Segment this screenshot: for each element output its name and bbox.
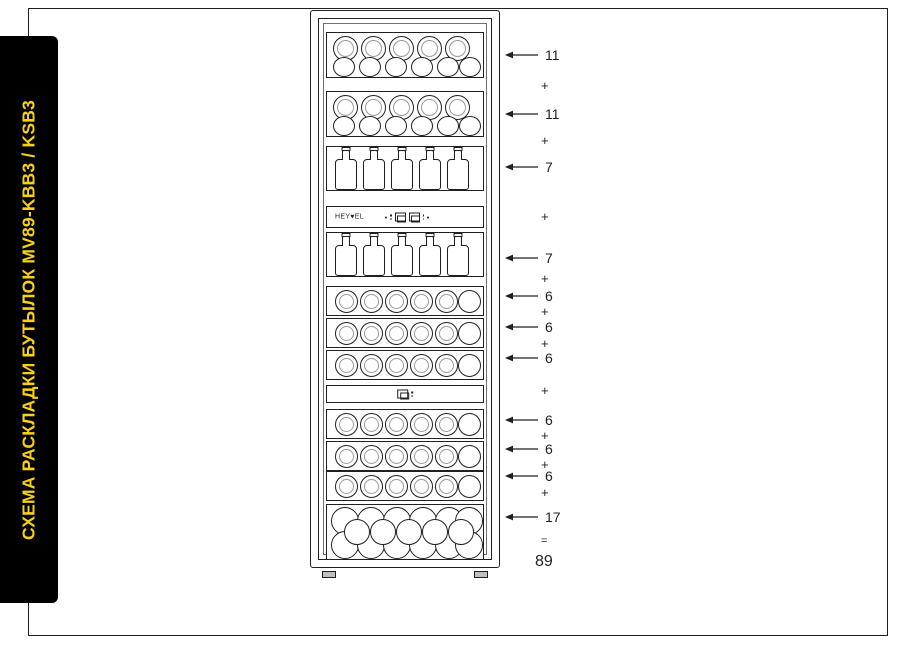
plus-2: + bbox=[541, 133, 549, 148]
plus-10: + bbox=[541, 485, 549, 500]
arrow-icon-10 bbox=[505, 471, 539, 481]
arrow-icon-8 bbox=[505, 415, 539, 425]
callout-9 bbox=[505, 441, 553, 457]
callout-4 bbox=[505, 250, 553, 266]
arrow-icon-5 bbox=[505, 291, 539, 301]
plus-5: + bbox=[541, 304, 549, 319]
plus-4: + bbox=[541, 271, 549, 286]
display-icon-mid[interactable] bbox=[397, 390, 408, 399]
title-text: СХЕМА РАСКЛАДКИ БУТЫЛОК MV89-KBB3 / KSB3 bbox=[18, 99, 39, 540]
callout-11 bbox=[505, 509, 561, 525]
indicator-dot-2 bbox=[427, 216, 429, 218]
bottle-side-5 bbox=[447, 159, 469, 190]
indicator-dot bbox=[385, 216, 387, 218]
cabinet-foot-right bbox=[474, 571, 488, 578]
cabinet-foot-left bbox=[322, 571, 336, 578]
shelf-row-1 bbox=[326, 32, 484, 78]
arrow-icon-1 bbox=[505, 50, 539, 60]
shelf-row-10 bbox=[326, 471, 484, 501]
callout-7 bbox=[505, 350, 553, 366]
equals-sign: = bbox=[541, 535, 549, 547]
bottle-side-4 bbox=[419, 159, 441, 190]
bottle-side-2 bbox=[363, 159, 385, 190]
callout-5 bbox=[505, 288, 553, 304]
plus-9: + bbox=[541, 457, 549, 472]
bottle-circles-shelf-8 bbox=[327, 410, 483, 438]
arrow-icon-9 bbox=[505, 444, 539, 454]
bottle-circles-shelf-7 bbox=[327, 351, 483, 379]
zone-divider-panel[interactable] bbox=[326, 385, 484, 403]
callout-1-value: 11 bbox=[545, 47, 560, 63]
total-bottles: 89 bbox=[535, 553, 553, 570]
brand-logo bbox=[335, 214, 364, 221]
arrow-icon-7 bbox=[505, 353, 539, 363]
bottle-side-7 bbox=[363, 245, 385, 276]
callout-1 bbox=[505, 47, 560, 63]
bottle-side-3 bbox=[391, 159, 413, 190]
bottle-side-6 bbox=[335, 245, 357, 276]
callout-5-value: 6 bbox=[545, 288, 553, 304]
bottle-circles-shelf-9 bbox=[327, 442, 483, 470]
plus-1: + bbox=[541, 78, 549, 93]
wine-cabinet-diagram bbox=[310, 10, 500, 572]
divider-panel-controls[interactable] bbox=[397, 390, 413, 399]
panel-controls[interactable] bbox=[385, 213, 429, 222]
colon-icon-mid bbox=[411, 391, 413, 396]
bottle-circles-shelf-1 bbox=[327, 33, 483, 77]
bottle-side-10 bbox=[447, 245, 469, 276]
callout-3 bbox=[505, 159, 553, 175]
colon-icon-2 bbox=[423, 214, 425, 219]
title-tab bbox=[0, 36, 58, 603]
arrow-icon-6 bbox=[505, 322, 539, 332]
bottle-circles-shelf-6 bbox=[327, 319, 483, 347]
bottle-circles-shelf-10 bbox=[327, 472, 483, 500]
display-icon-left[interactable] bbox=[395, 213, 406, 222]
colon-icon bbox=[390, 214, 392, 219]
plus-7: + bbox=[541, 383, 549, 398]
control-panel[interactable] bbox=[326, 206, 484, 228]
plus-6: + bbox=[541, 336, 549, 351]
callout-6 bbox=[505, 319, 553, 335]
callout-7-value: 6 bbox=[545, 350, 553, 366]
arrow-icon-4 bbox=[505, 253, 539, 263]
brand-label: HEY♥EL bbox=[335, 213, 364, 221]
plus-3: + bbox=[541, 209, 549, 224]
bottle-side-1 bbox=[335, 159, 357, 190]
callout-11-value: 17 bbox=[545, 509, 561, 525]
callout-2-value: 11 bbox=[545, 106, 560, 122]
callout-10 bbox=[505, 468, 553, 484]
bottle-side-8 bbox=[391, 245, 413, 276]
callout-3-value: 7 bbox=[545, 159, 553, 175]
callout-10-value: 6 bbox=[545, 468, 553, 484]
shelf-row-3 bbox=[326, 146, 484, 191]
arrow-icon-11 bbox=[505, 512, 539, 522]
bottle-circles-shelf-11 bbox=[327, 505, 483, 559]
shelf-row-6 bbox=[326, 318, 484, 348]
display-icon-right[interactable] bbox=[409, 213, 420, 222]
shelf-row-9 bbox=[326, 441, 484, 471]
plus-8: + bbox=[541, 428, 549, 443]
callout-4-value: 7 bbox=[545, 250, 553, 266]
bottle-circles-shelf-5 bbox=[327, 287, 483, 315]
bottle-side-9 bbox=[419, 245, 441, 276]
shelf-row-2 bbox=[326, 91, 484, 137]
callout-6-value: 6 bbox=[545, 319, 553, 335]
shelf-row-11-bulk bbox=[326, 504, 484, 560]
shelf-row-7 bbox=[326, 350, 484, 380]
shelf-row-4 bbox=[326, 232, 484, 277]
bottle-circles-shelf-2 bbox=[327, 92, 483, 136]
shelf-row-5 bbox=[326, 286, 484, 316]
callout-9-value: 6 bbox=[545, 441, 553, 457]
callout-8 bbox=[505, 412, 553, 428]
callout-8-value: 6 bbox=[545, 412, 553, 428]
arrow-icon-3 bbox=[505, 162, 539, 172]
callout-2 bbox=[505, 106, 560, 122]
arrow-icon-2 bbox=[505, 109, 539, 119]
shelf-row-8 bbox=[326, 409, 484, 439]
